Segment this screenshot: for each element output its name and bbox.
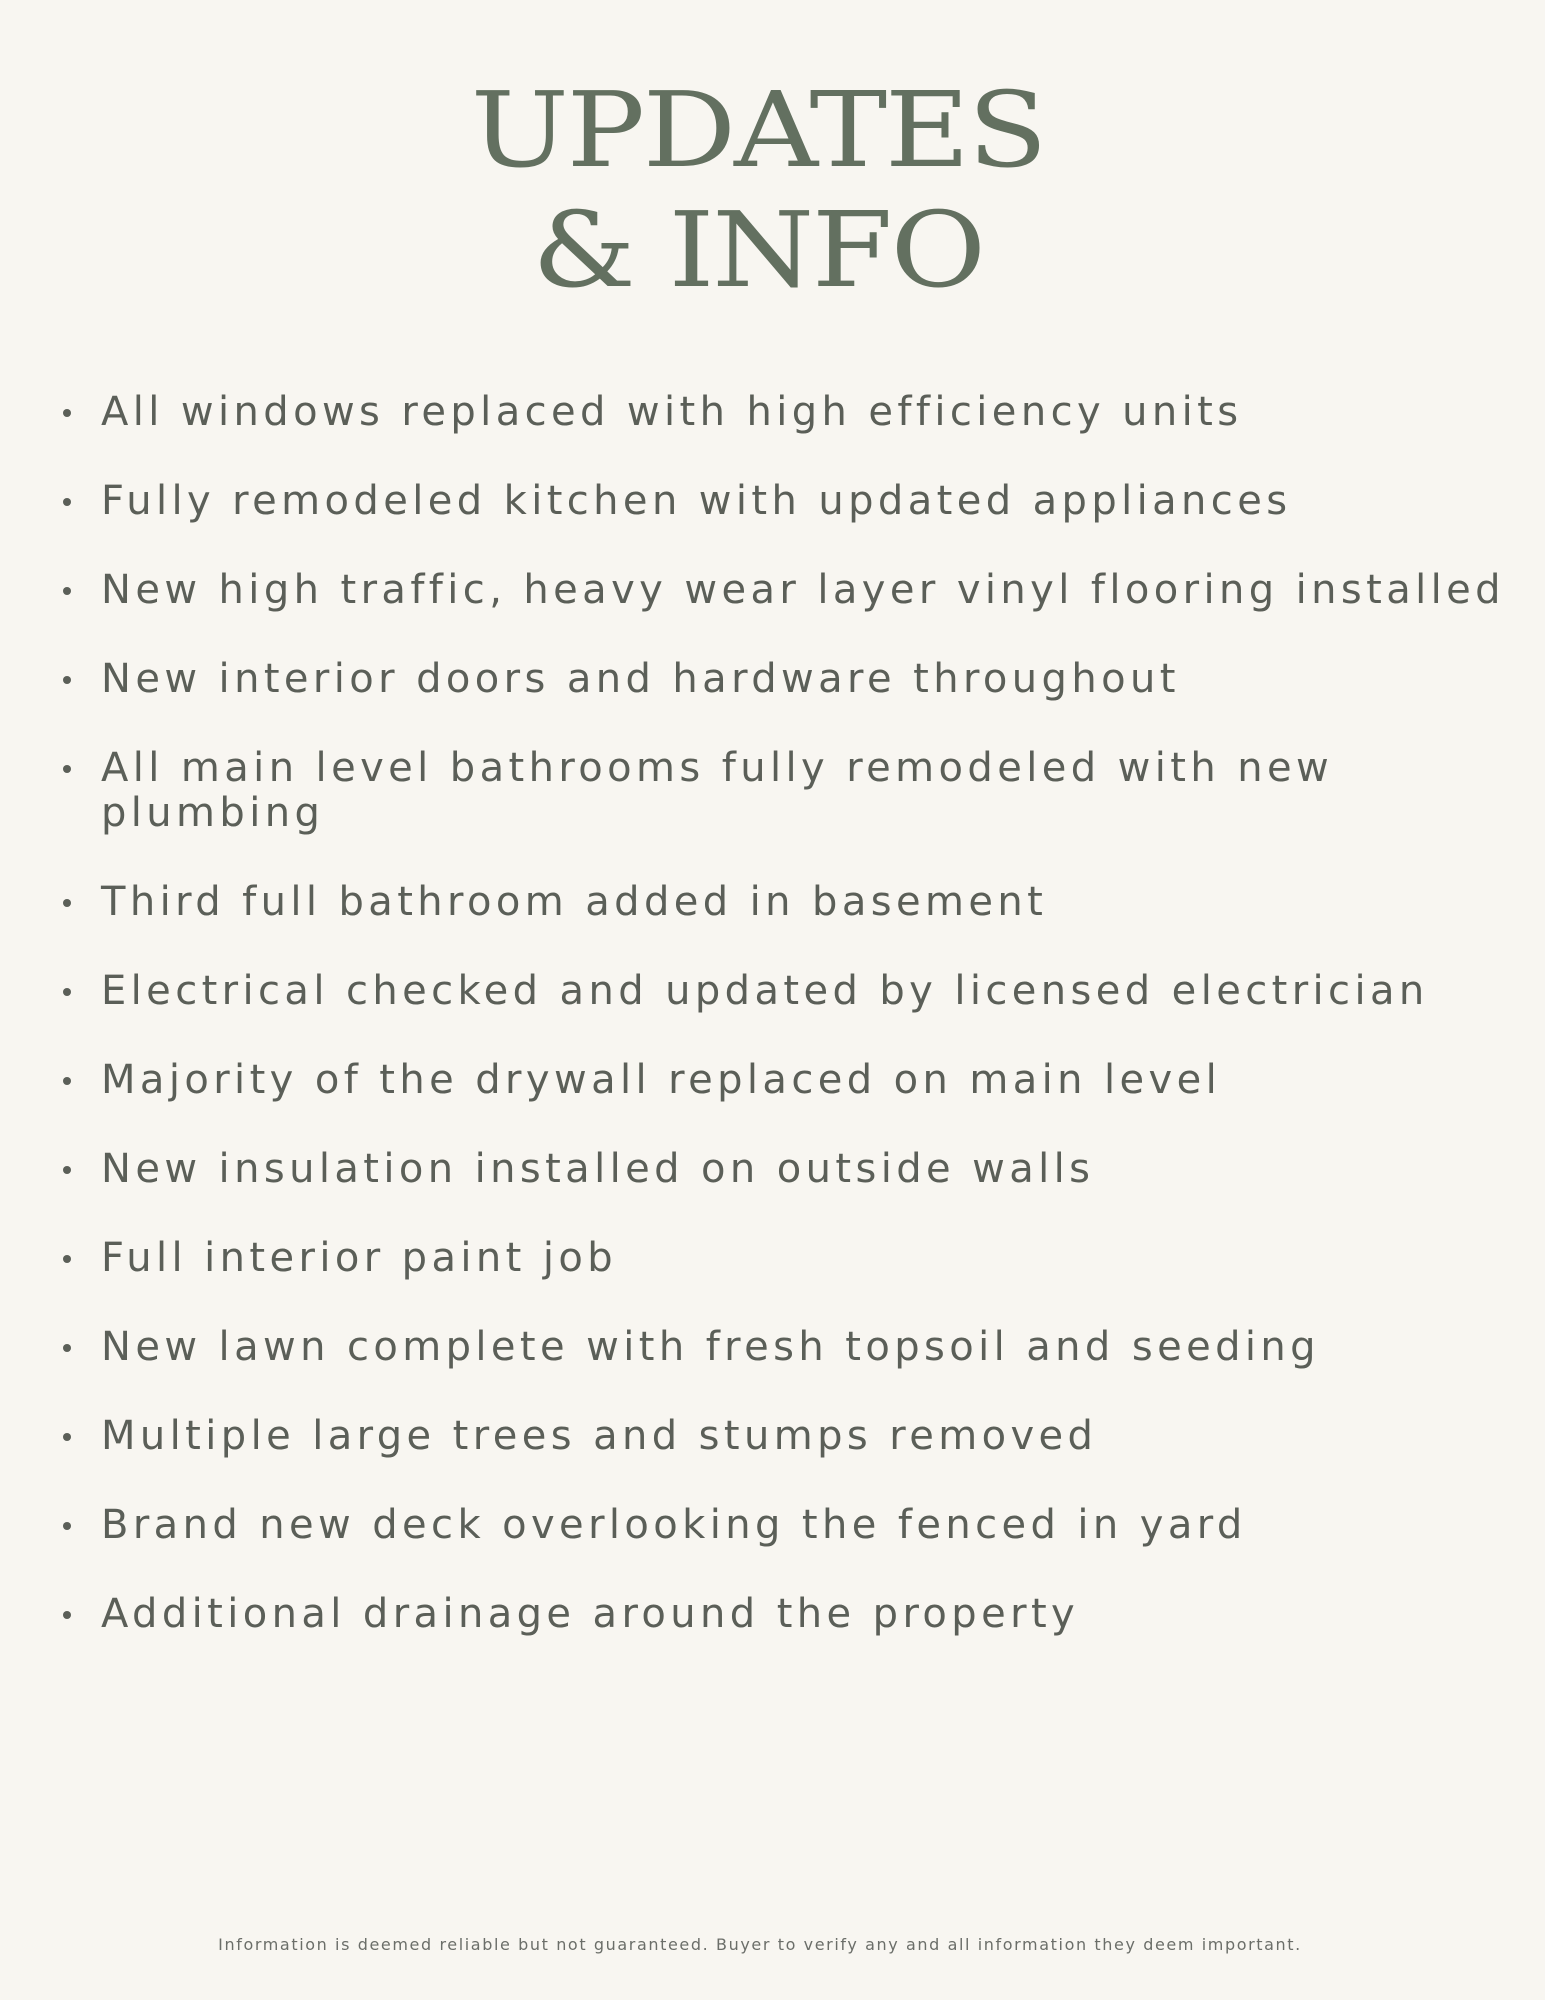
- list-item-text: New high traffic, heavy wear layer vinyl flooring installed: [101, 567, 1505, 613]
- list-item-text: Electrical checked and updated by licensed electrician: [101, 968, 1429, 1014]
- list-item-text: New insulation installed on outside walls: [101, 1146, 1095, 1192]
- bullet-icon: [63, 498, 71, 506]
- list-item: [0, 746, 1545, 836]
- list-item-text: New interior doors and hardware throughout: [101, 656, 1180, 702]
- list-item: [0, 1414, 1545, 1459]
- bullet-icon: [63, 1522, 71, 1530]
- bullet-icon: [63, 1166, 71, 1174]
- list-item: [0, 479, 1545, 524]
- list-item: [0, 1236, 1545, 1281]
- list-item-text: Brand new deck overlooking the fenced in yard: [101, 1502, 1247, 1548]
- list-item-text: All windows replaced with high efficiency units: [101, 389, 1243, 435]
- list-item-text: Full interior paint job: [101, 1235, 618, 1281]
- page-title-line-1: UPDATES: [470, 69, 1046, 191]
- page-title-line-2: & INFO: [532, 189, 984, 311]
- bullet-icon: [63, 1077, 71, 1085]
- bullet-icon: [63, 988, 71, 996]
- list-item: [0, 1058, 1545, 1103]
- disclaimer-text: Information is deemed reliable but not guaranteed. Buyer to verify any and all information they deem important.: [218, 1935, 1302, 1954]
- bullet-icon: [63, 1255, 71, 1263]
- list-item-text: Additional drainage around the property: [101, 1591, 1080, 1637]
- list-item-text: Fully remodeled kitchen with updated appliances: [101, 478, 1292, 524]
- list-item: [0, 568, 1545, 613]
- list-item-text: Majority of the drywall replaced on main level: [101, 1057, 1222, 1103]
- list-item-text: Third full bathroom added in basement: [101, 879, 1048, 925]
- list-item: [0, 1503, 1545, 1548]
- bullet-icon: [63, 1344, 71, 1352]
- list-item: [0, 390, 1545, 435]
- bullet-icon: [63, 1611, 71, 1619]
- bullet-icon: [63, 899, 71, 907]
- list-item: [0, 969, 1545, 1014]
- list-item: [0, 1147, 1545, 1192]
- list-item-text: New lawn complete with fresh topsoil and seeding: [101, 1324, 1320, 1370]
- bullet-icon: [63, 676, 71, 684]
- bullet-icon: [63, 409, 71, 417]
- list-item-text: All main level bathrooms fully remodeled with new plumbing: [101, 745, 1334, 836]
- bullet-icon: [63, 765, 71, 773]
- list-item: [0, 657, 1545, 702]
- bullet-icon: [63, 1433, 71, 1441]
- list-item: [0, 1592, 1545, 1637]
- list-item: [0, 880, 1545, 925]
- list-item-text: Multiple large trees and stumps removed: [101, 1413, 1098, 1459]
- list-item: [0, 1325, 1545, 1370]
- updates-list: [0, 390, 1545, 1681]
- bullet-icon: [63, 587, 71, 595]
